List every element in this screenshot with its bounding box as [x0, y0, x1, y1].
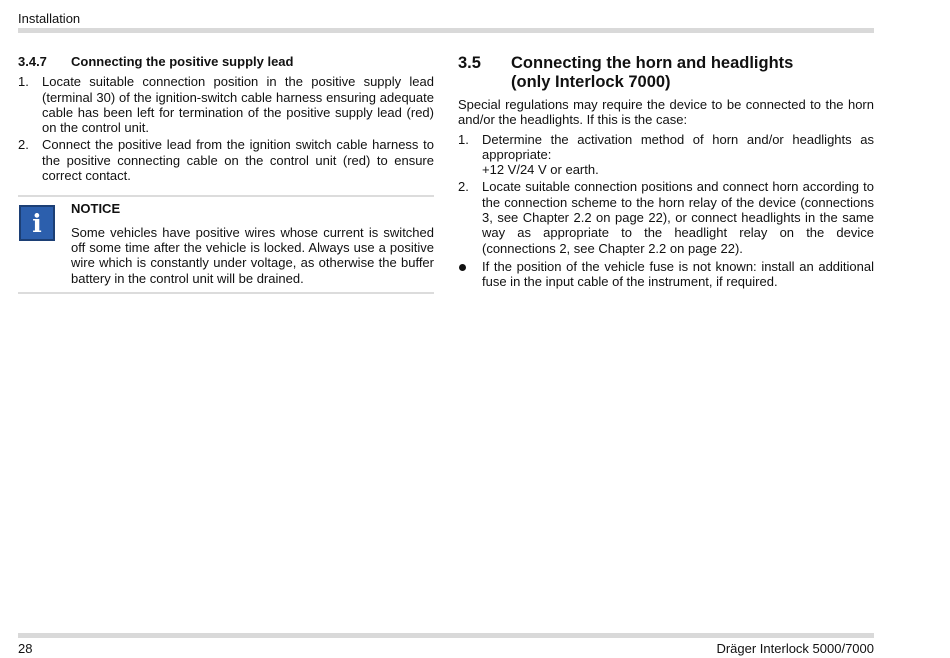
notice-box: [18, 195, 434, 293]
list-item: [18, 74, 434, 135]
running-header: Installation: [18, 11, 81, 26]
notice-text: Some vehicles have positive wires whose current is switched off some time after the vehicle is locked. Always use a positive wire which is constantly under voltage, as otherwise the buffer battery in the control unit will be drained.: [71, 224, 434, 286]
list-item-text: Locate suitable connection position in the positive supply lead (terminal 30) of the ignition-switch cable harness ensuring adequate cable has been left for termination of the positive supply lead (red) on the control unit.: [42, 74, 434, 136]
right-column: [458, 54, 874, 290]
notice-body: [71, 200, 434, 285]
page-number: 28: [18, 641, 33, 656]
list-item-text: Connect the positive lead from the ignition switch cable harness to the positive connecting cable on the control unit (red) to ensure correct contact.: [42, 137, 434, 184]
heading-title: Connecting the positive supply lead: [71, 54, 294, 69]
bullet-item-text: If the position of the vehicle fuse is not known: install an additional fuse in the input cable of the instrument, if required.: [482, 258, 874, 290]
left-column: [18, 54, 434, 294]
list-marker: 2.: [18, 137, 29, 153]
list-item-text-line: +12 V/24 V or earth.: [482, 162, 599, 178]
footer-rule: [18, 633, 874, 638]
heading-number: 3.5: [458, 54, 481, 72]
list-item-text-line: Determine the activation method of horn and/or headlights as appropriate:: [482, 131, 874, 162]
info-icon: i: [19, 205, 55, 241]
list-item: [458, 179, 874, 255]
header-rule: [18, 28, 874, 33]
list-item: [18, 137, 434, 183]
heading-title: [511, 54, 793, 92]
heading-number: 3.4.7: [18, 54, 47, 69]
intro-paragraph: Special regulations may require the device to be connected to the horn and/or the headlights. If this is the case:: [458, 97, 874, 128]
heading-line-2: (only Interlock 7000): [511, 73, 671, 91]
heading-line-1: Connecting the horn and headlights: [511, 54, 794, 72]
list-marker: 1.: [458, 131, 469, 147]
notice-icon-wrap: [18, 200, 71, 285]
list-item-text: Locate suitable connection positions and connect horn according to the connection scheme to the horn relay of the device (connections 3, see Chapter 2.2 on page 22), or connect headlights in the same way as appropriate to the headlight relay on the device (connections 2, see Chapter 2.2 on page 22).: [482, 179, 874, 256]
bullet-marker: [458, 259, 482, 290]
list-item: [458, 132, 874, 178]
bullet-item: [458, 259, 874, 290]
bullet-dot-icon: [459, 264, 466, 271]
list-item-text: [482, 132, 874, 178]
section-heading-3-4-7: [18, 54, 434, 69]
section-heading-3-5: [458, 54, 874, 92]
notice-title: NOTICE: [71, 201, 121, 217]
list-marker: 2.: [458, 179, 469, 195]
list-marker: 1.: [18, 74, 29, 90]
document-title: Dräger Interlock 5000/7000: [716, 641, 874, 656]
